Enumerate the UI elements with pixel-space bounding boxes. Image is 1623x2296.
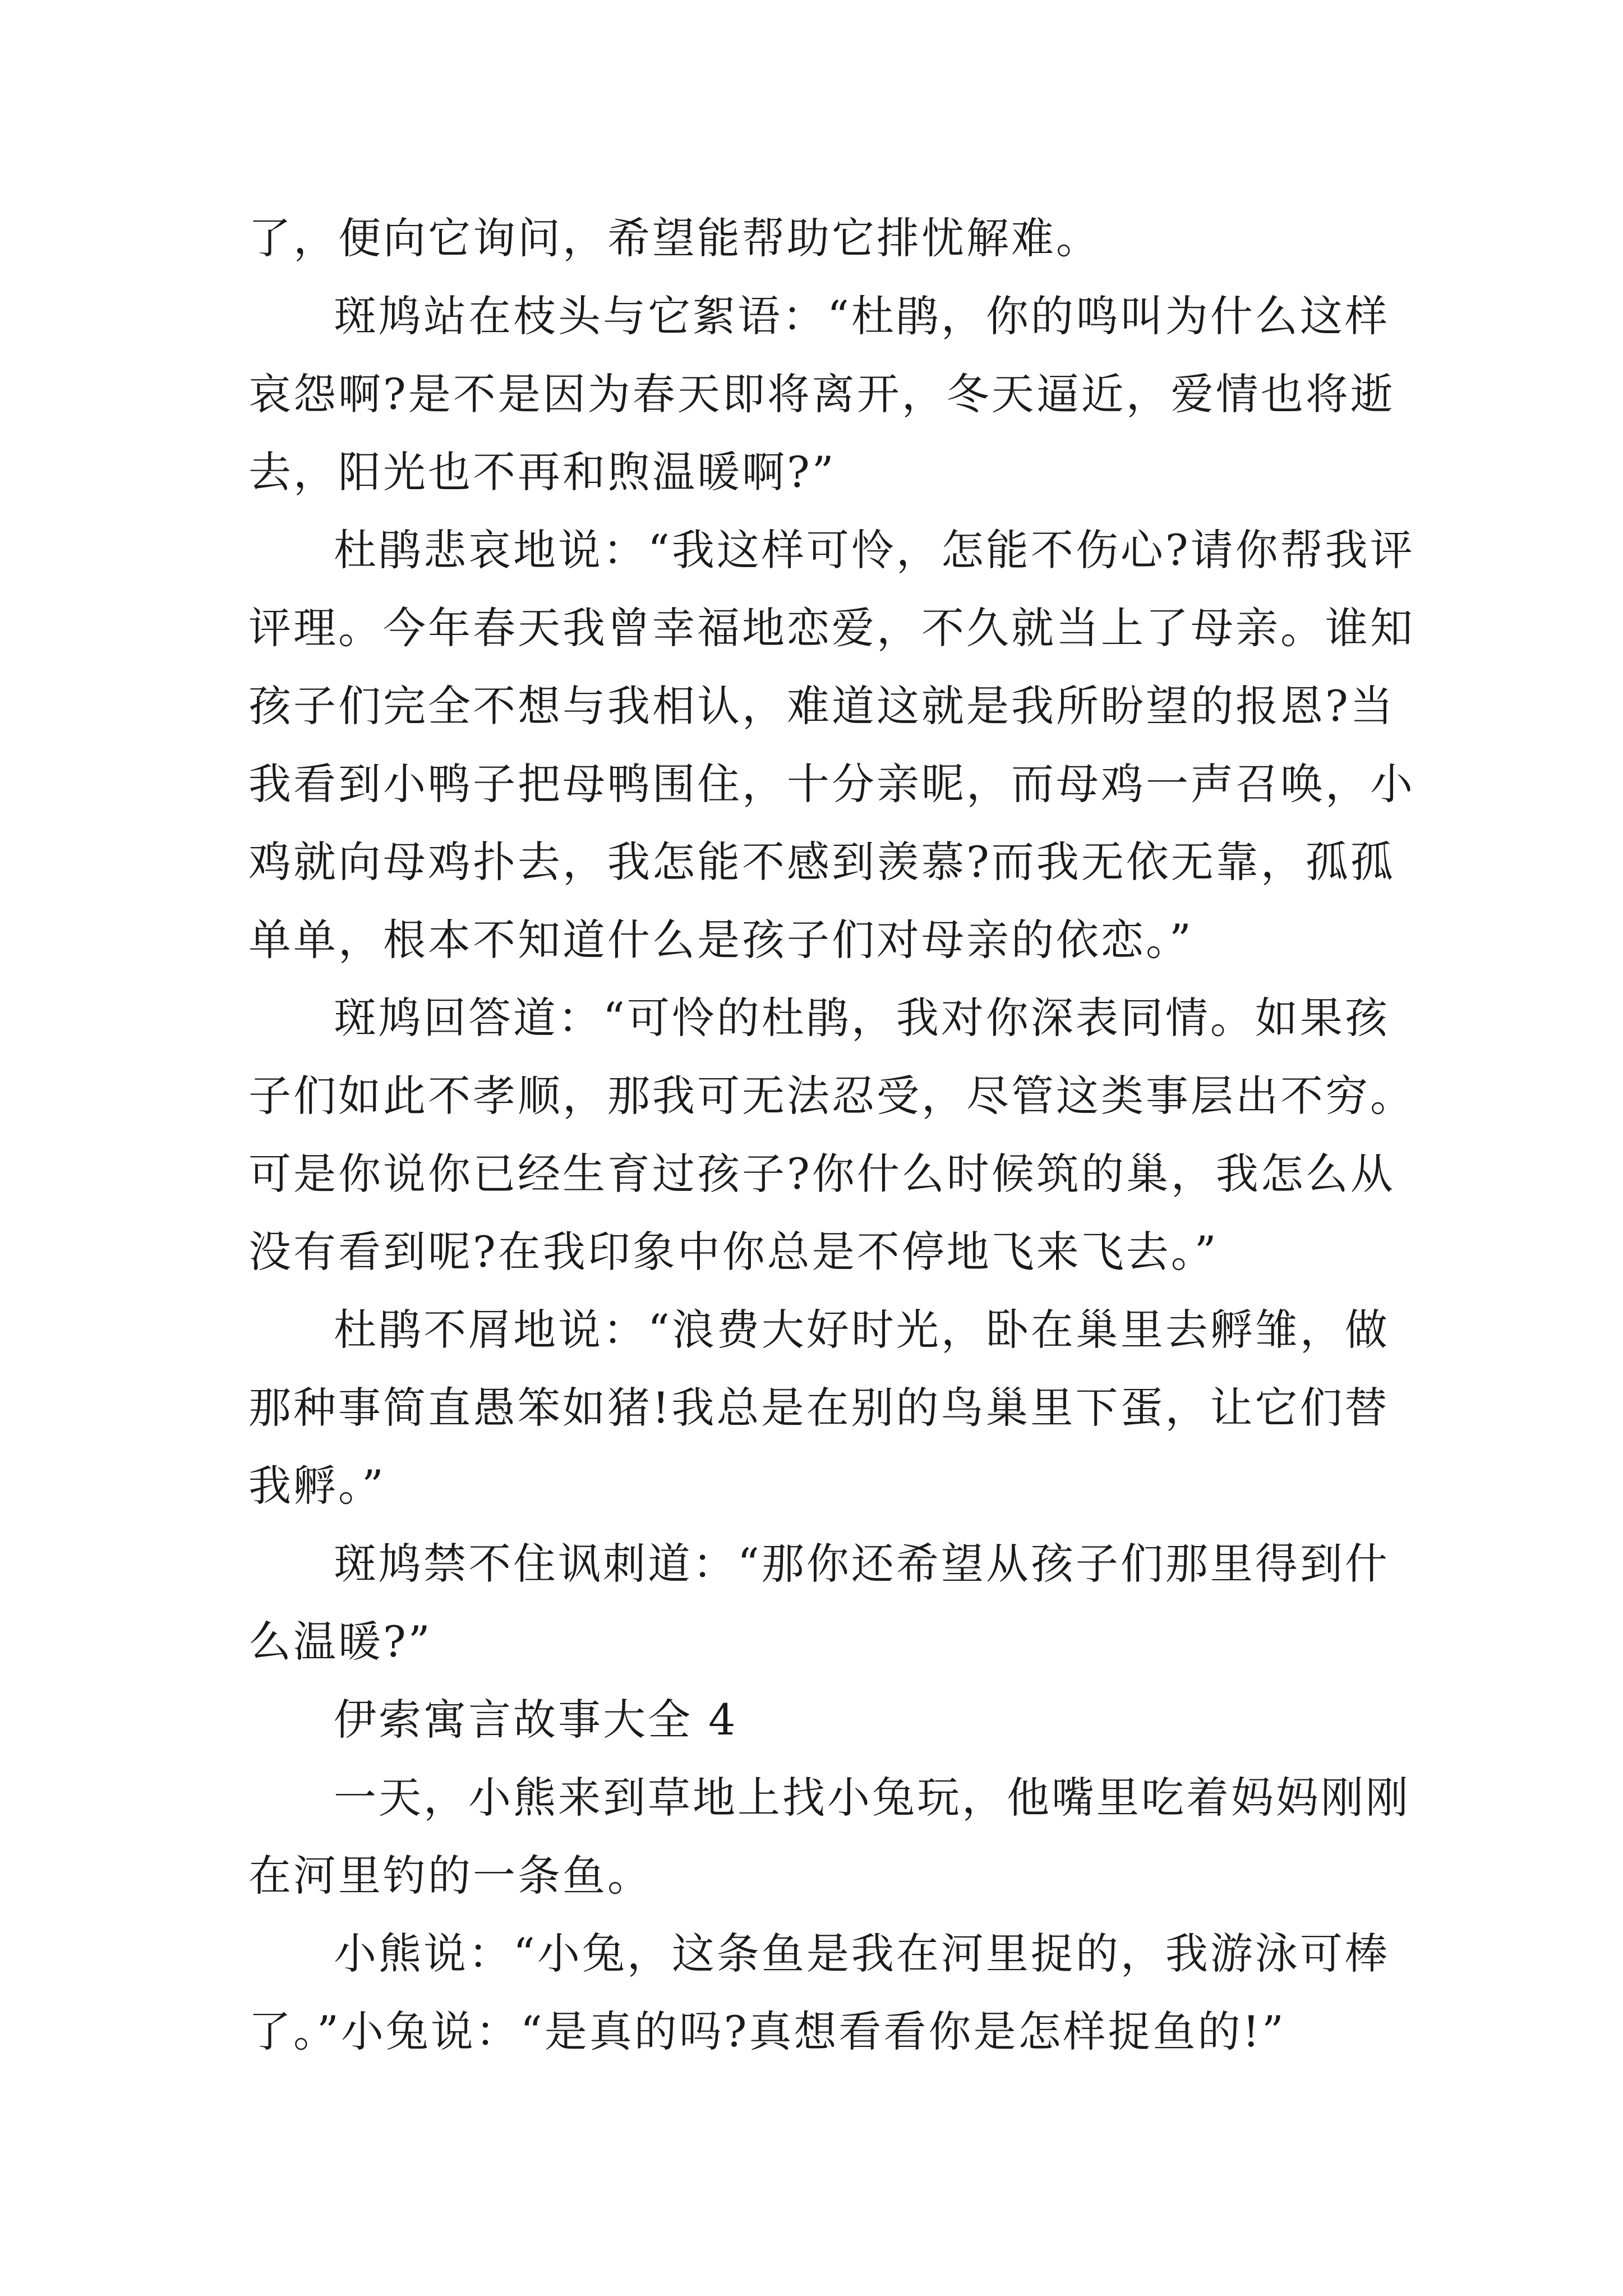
text-line: 去，阳光也不再和煦温暖啊?” xyxy=(248,447,836,497)
text-line: 斑鸠禁不住讽刺道：“那你还希望从孩子们那里得到什 xyxy=(334,1539,1390,1589)
text-line: 杜鹃悲哀地说：“我这样可怜，怎能不伤心?请你帮我评 xyxy=(334,525,1415,575)
text-line: 斑鸠站在枝头与它絮语：“杜鹃，你的鸣叫为什么这样 xyxy=(334,291,1390,341)
text-line: 小熊说：“小兔，这条鱼是我在河里捉的，我游泳可棒 xyxy=(334,1929,1390,1978)
text-line: 我看到小鸭子把母鸭围住，十分亲昵，而母鸡一声召唤，小 xyxy=(248,759,1415,809)
text-line: 了。”小兔说：“是真的吗?真想看看你是怎样捉鱼的!” xyxy=(248,2007,1286,2056)
text-line: 评理。今年春天我曾幸福地恋爱，不久就当上了母亲。谁知 xyxy=(248,603,1415,653)
text-line: 孩子们完全不想与我相认，难道这就是我所盼望的报恩?当 xyxy=(248,681,1395,731)
text-line: 了，便向它询问，希望能帮助它排忧解难。 xyxy=(248,213,1101,263)
section-heading: 伊索寓言故事大全 4 xyxy=(334,1695,738,1745)
text-line: 那种事简直愚笨如猪!我总是在别的鸟巢里下蛋，让它们替 xyxy=(248,1383,1390,1433)
text-line: 杜鹃不屑地说：“浪费大好时光，卧在巢里去孵雏，做 xyxy=(334,1305,1390,1355)
text-line: 我孵。” xyxy=(248,1461,386,1511)
text-line: 子们如此不孝顺，那我可无法忍受，尽管这类事层出不穷。 xyxy=(248,1071,1415,1121)
text-line: 一天，小熊来到草地上找小兔玩，他嘴里吃着妈妈刚刚 xyxy=(334,1773,1410,1823)
text-line: 鸡就向母鸡扑去，我怎能不感到羡慕?而我无依无靠，孤孤 xyxy=(248,837,1395,887)
text-line: 在河里钓的一条鱼。 xyxy=(248,1851,652,1901)
text-line: 哀怨啊?是不是因为春天即将离开，冬天逼近，爱情也将逝 xyxy=(248,369,1395,419)
body-text xyxy=(248,199,1415,2070)
text-line: 么温暖?” xyxy=(248,1617,432,1667)
text-line: 没有看到呢?在我印象中你总是不停地飞来飞去。” xyxy=(248,1227,1219,1277)
text-line: 单单，根本不知道什么是孩子们对母亲的依恋。” xyxy=(248,915,1193,965)
text-line: 可是你说你已经生育过孩子?你什么时候筑的巢，我怎么从 xyxy=(248,1149,1395,1199)
text-line: 斑鸠回答道：“可怜的杜鹃，我对你深表同情。如果孩 xyxy=(334,993,1390,1043)
